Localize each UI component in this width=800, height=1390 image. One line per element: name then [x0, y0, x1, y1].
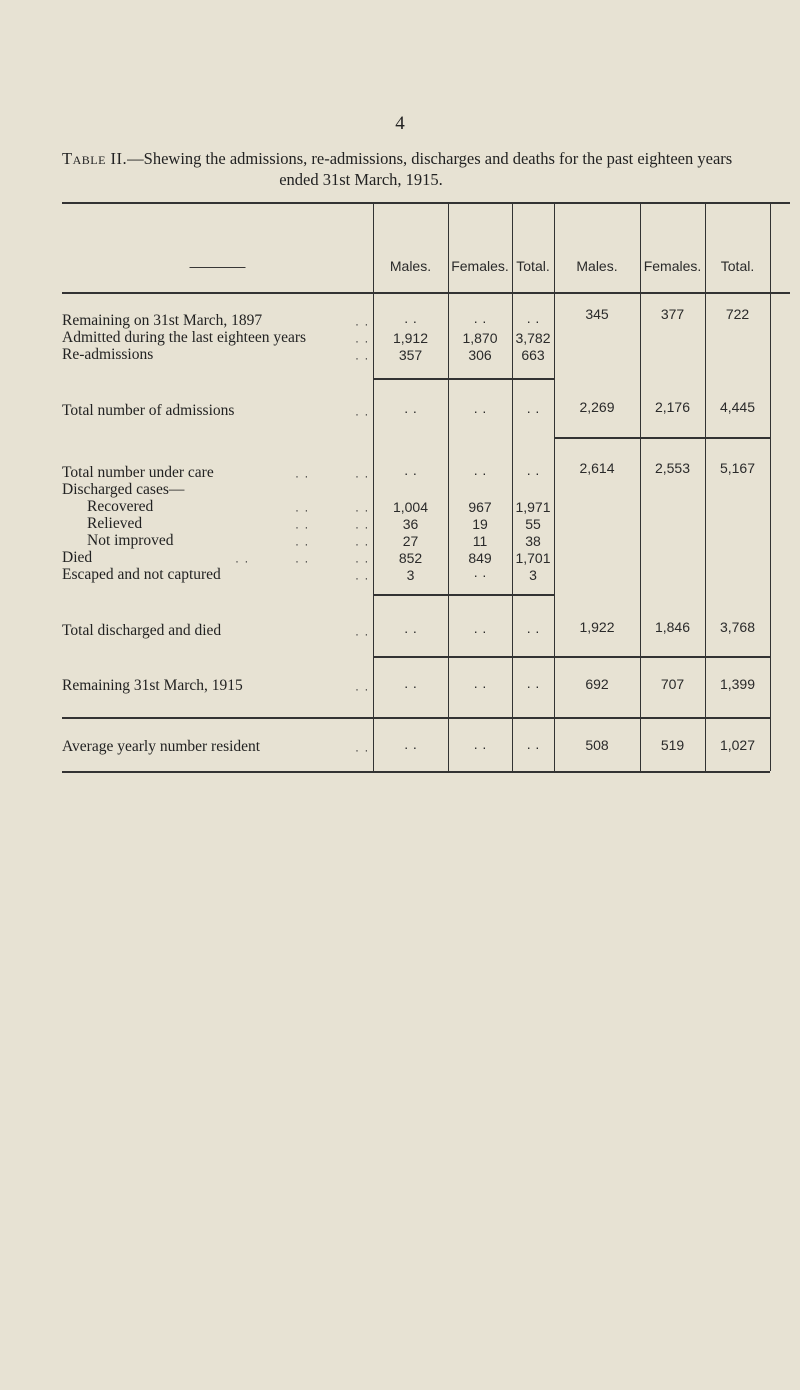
- leader-dots: · ·: [355, 537, 370, 551]
- value-cell: 3,782: [515, 330, 551, 346]
- value-cell: 377: [660, 306, 685, 322]
- leader-dots: · ·: [355, 351, 370, 365]
- header-total-2: Total.: [720, 258, 755, 274]
- row-label: Remaining 31st March, 1915: [62, 677, 243, 694]
- value-cell: 1,971: [515, 499, 551, 515]
- value-cell: · ·: [473, 313, 487, 329]
- value-cell: 3: [529, 567, 537, 583]
- table-header-rule: [62, 292, 790, 294]
- value-cell: 2,176: [654, 399, 691, 415]
- value-cell: 4,445: [719, 399, 756, 415]
- value-cell: 2,614: [579, 460, 615, 476]
- value-cell: 707: [660, 676, 685, 692]
- value-cell: 1,701: [515, 550, 551, 566]
- header-males-2: Males.: [576, 258, 618, 274]
- value-cell: 1,399: [719, 676, 756, 692]
- leader-dots: · ·: [235, 554, 250, 568]
- leader-dots: · ·: [355, 682, 370, 696]
- value-cell: · ·: [473, 678, 487, 694]
- leader-dots: · ·: [295, 503, 310, 517]
- value-cell: 1,870: [462, 330, 498, 346]
- leader-dots: · ·: [295, 537, 310, 551]
- row-label: Re-admissions: [62, 346, 154, 363]
- value-cell: · ·: [403, 623, 418, 639]
- row-label: Relieved: [87, 515, 143, 532]
- row-label: Admitted during the last eighteen years: [62, 329, 307, 346]
- value-cell: 1,922: [579, 619, 615, 635]
- value-cell: 5,167: [719, 460, 756, 476]
- value-cell: · ·: [473, 465, 487, 481]
- value-cell: 663: [521, 347, 545, 363]
- leader-dots: · ·: [355, 571, 370, 585]
- rule-after-admissions-left: [373, 378, 554, 380]
- value-cell: · ·: [403, 739, 418, 755]
- table-title-text: —Shewing the admissions, re-admissions, discharges and deaths for the past eighteen years: [127, 149, 733, 168]
- value-cell: · ·: [403, 313, 418, 329]
- header-females-1: Females.: [451, 258, 509, 274]
- leader-dots: · ·: [355, 554, 370, 568]
- rule-after-under-care-left: [373, 594, 554, 596]
- rule-after-discharged: [373, 656, 770, 658]
- value-cell: 3,768: [719, 619, 756, 635]
- table-top-rule: [62, 202, 790, 204]
- header-total-1: Total.: [516, 258, 550, 274]
- value-cell: 519: [660, 737, 685, 753]
- leader-dots: · ·: [295, 469, 310, 483]
- page-number: 4: [395, 113, 405, 134]
- value-cell: 38: [525, 533, 541, 549]
- value-cell: 722: [725, 306, 750, 322]
- leader-dots: · ·: [355, 317, 370, 331]
- leader-dots: · ·: [355, 520, 370, 534]
- row-label: Discharged cases—: [62, 481, 185, 498]
- rule-after-remaining: [62, 717, 770, 719]
- value-cell: 2,269: [579, 399, 615, 415]
- value-cell: 55: [525, 516, 541, 532]
- value-cell: · ·: [526, 313, 540, 329]
- leader-dots: · ·: [295, 520, 310, 534]
- value-cell: 345: [585, 306, 609, 322]
- value-cell: · ·: [526, 739, 540, 755]
- stub-header: ————: [189, 258, 246, 274]
- value-cell: 3: [406, 567, 415, 583]
- value-cell: · ·: [473, 567, 487, 583]
- value-cell: 849: [468, 550, 492, 566]
- leader-dots: · ·: [355, 627, 370, 641]
- col-rule-7: [770, 202, 771, 771]
- value-cell: 508: [585, 737, 609, 753]
- value-cell: · ·: [473, 403, 487, 419]
- table-title-prefix: Table II.: [62, 149, 128, 168]
- value-cell: · ·: [526, 678, 540, 694]
- value-cell: · ·: [473, 623, 487, 639]
- leader-dots: · ·: [355, 743, 370, 757]
- rule-after-total-admissions: [554, 437, 770, 439]
- value-cell: 1,004: [392, 499, 429, 515]
- value-cell: · ·: [526, 465, 540, 481]
- value-cell: 967: [468, 499, 492, 515]
- value-cell: · ·: [526, 623, 540, 639]
- value-cell: 27: [402, 533, 419, 549]
- row-label: Total number of admissions: [62, 402, 235, 419]
- row-label: Recovered: [87, 498, 154, 515]
- row-label: Remaining on 31st March, 1897: [62, 312, 263, 329]
- leader-dots: · ·: [295, 554, 310, 568]
- value-cell: 19: [472, 516, 488, 532]
- value-cell: 1,846: [654, 619, 691, 635]
- value-cell: 852: [398, 550, 423, 566]
- row-label: Total number under care: [62, 464, 214, 481]
- leader-dots: · ·: [355, 334, 370, 348]
- header-males-1: Males.: [389, 258, 432, 274]
- row-label: Escaped and not captured: [62, 566, 221, 583]
- leader-dots: · ·: [355, 407, 370, 421]
- value-cell: 357: [398, 347, 423, 363]
- value-cell: 36: [402, 516, 419, 532]
- table-title-line2: ended 31st March, 1915.: [279, 170, 443, 189]
- row-label: Total discharged and died: [62, 622, 222, 639]
- value-cell: 1,027: [719, 737, 756, 753]
- header-females-2: Females.: [643, 258, 702, 274]
- value-cell: · ·: [403, 465, 418, 481]
- leader-dots: · ·: [355, 503, 370, 517]
- value-cell: · ·: [526, 403, 540, 419]
- value-cell: 11: [472, 533, 488, 549]
- row-label: Average yearly number resident: [62, 738, 261, 755]
- table-bottom-rule: [62, 771, 770, 773]
- value-cell: 306: [468, 347, 492, 363]
- leader-dots: · ·: [355, 469, 370, 483]
- row-label: Died: [62, 549, 93, 566]
- value-cell: · ·: [473, 739, 487, 755]
- value-cell: · ·: [403, 403, 418, 419]
- row-label: Not improved: [87, 532, 174, 549]
- value-cell: 1,912: [392, 330, 429, 346]
- value-cell: · ·: [403, 678, 418, 694]
- value-cell: 692: [585, 676, 609, 692]
- value-cell: 2,553: [654, 460, 691, 476]
